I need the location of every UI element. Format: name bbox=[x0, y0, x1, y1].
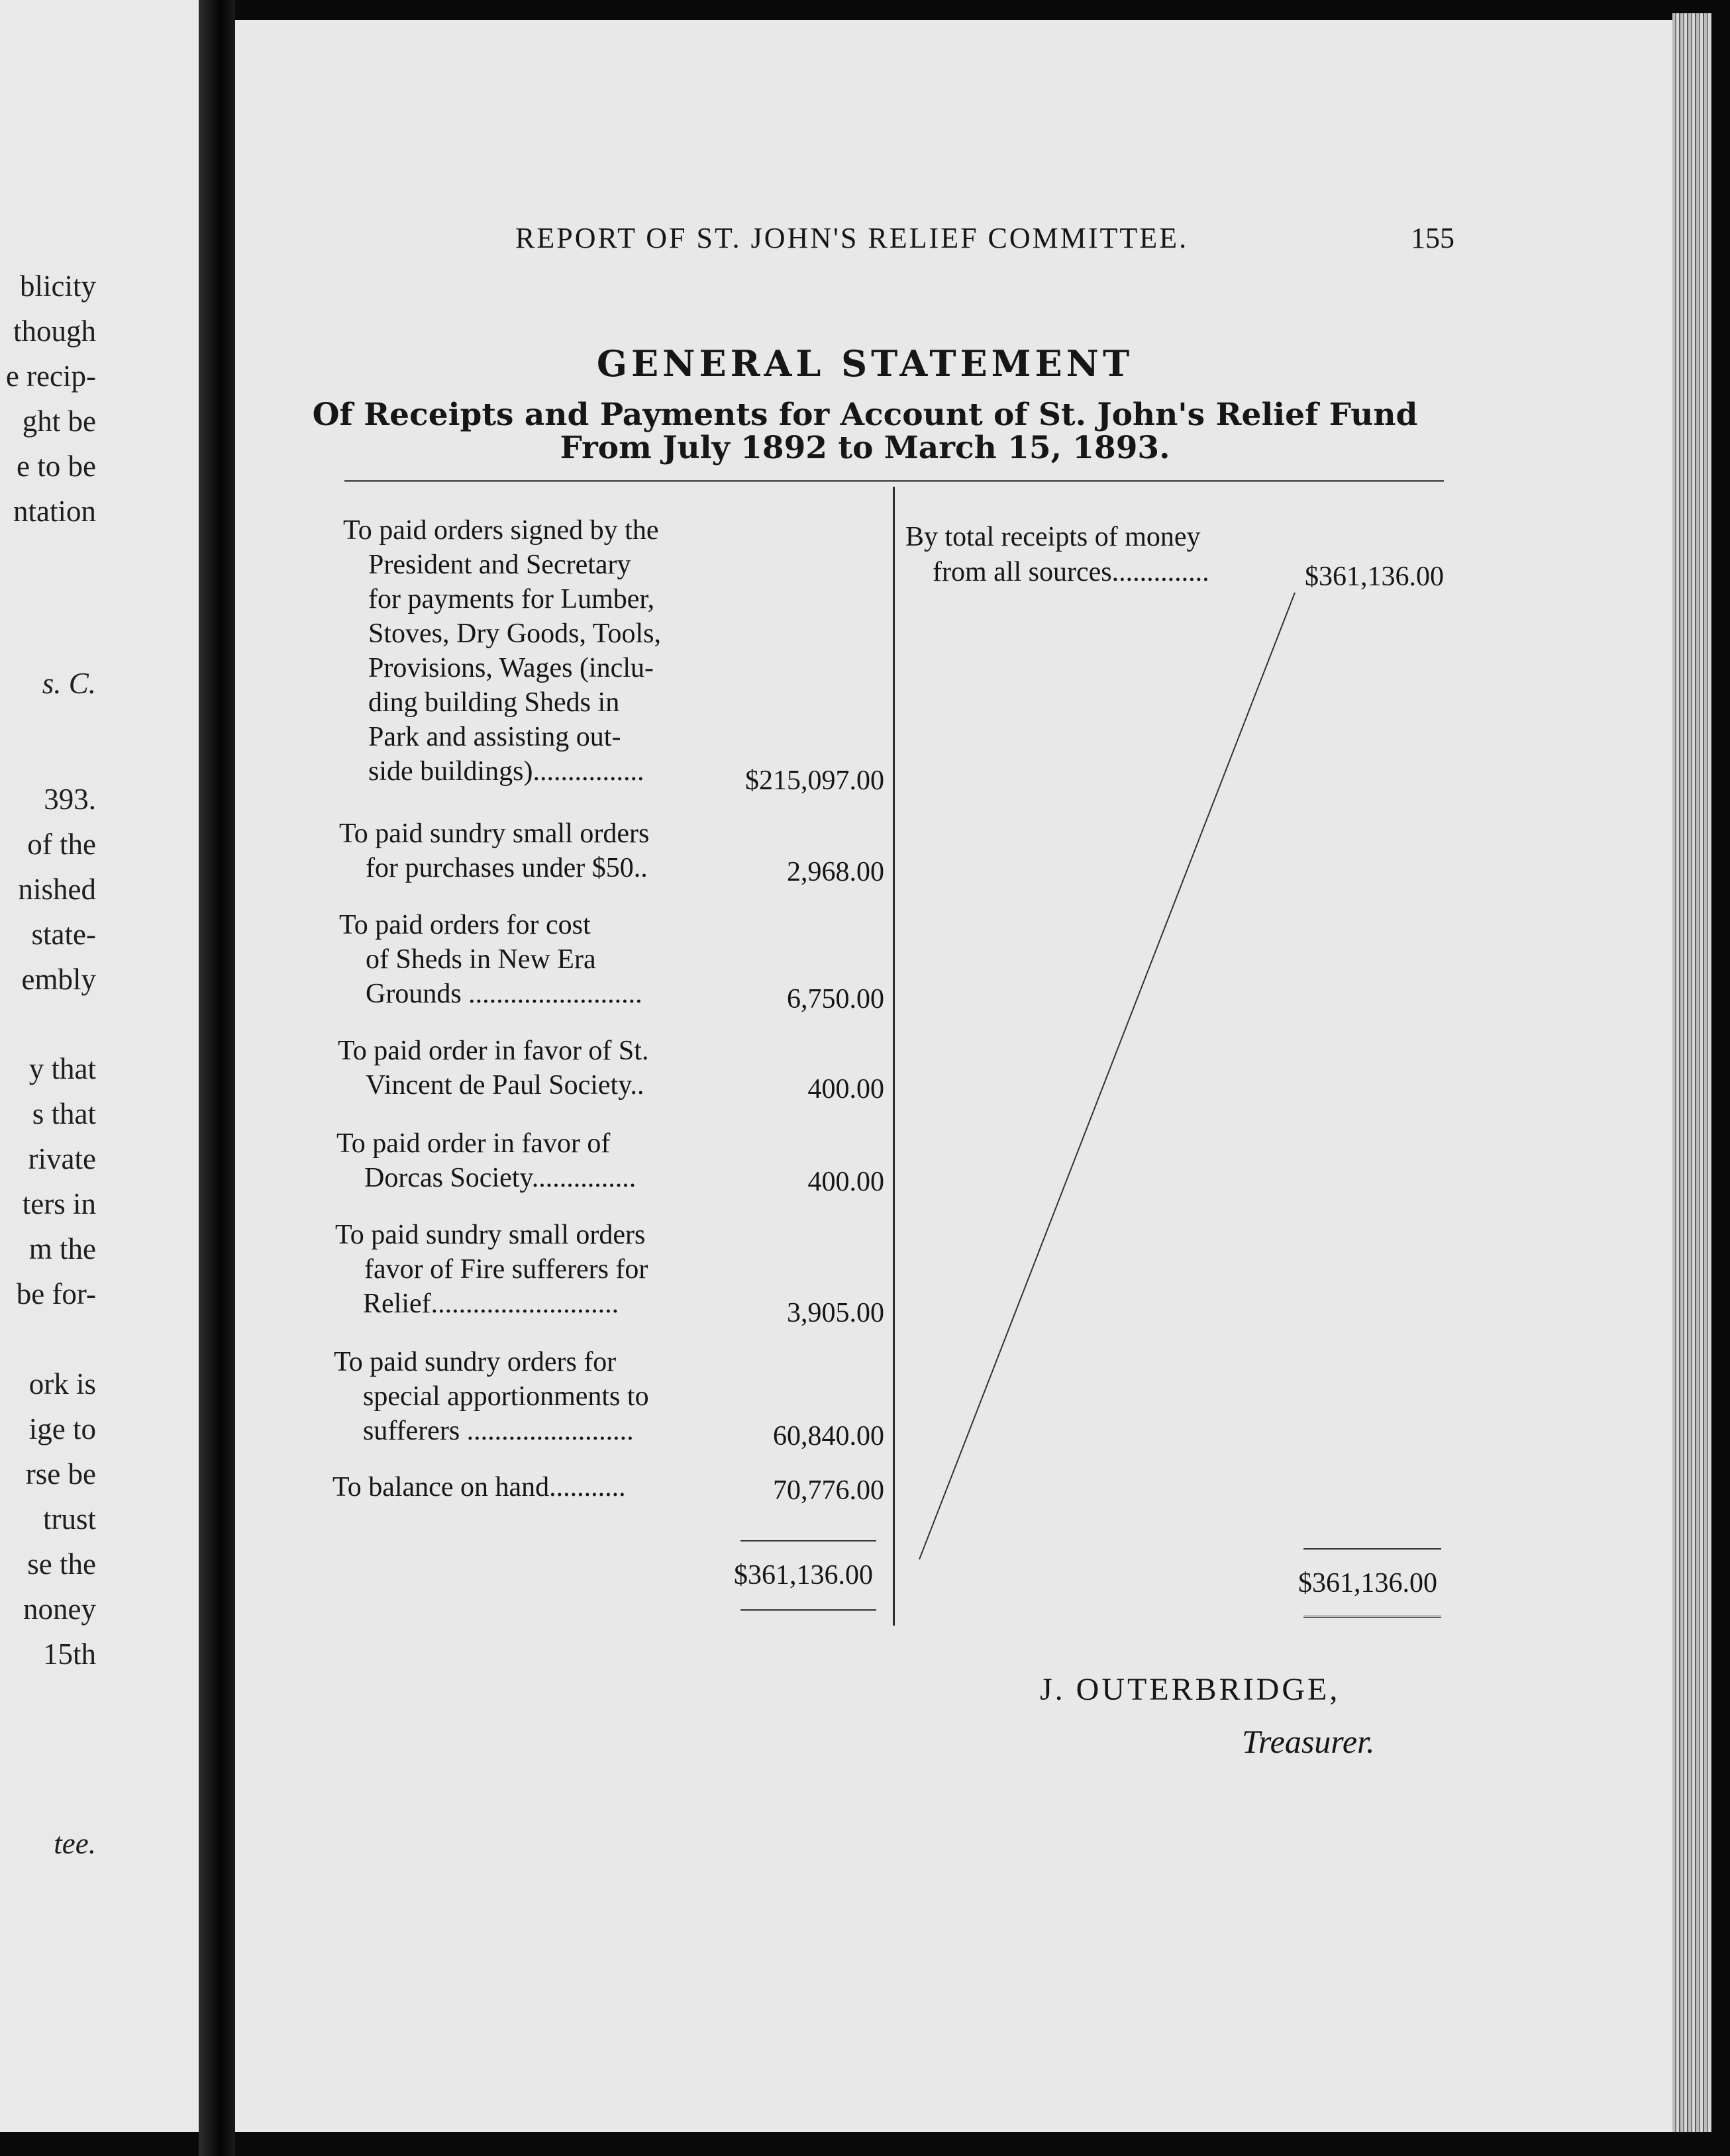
entry-amount: 70,776.00 bbox=[773, 1475, 884, 1506]
entry-amount: $215,097.00 bbox=[745, 765, 884, 796]
facing-page-text: e to be bbox=[17, 450, 96, 483]
total-rule bbox=[1303, 1548, 1441, 1550]
facing-page-text: ters in bbox=[22, 1187, 96, 1220]
page-edge bbox=[1672, 13, 1712, 2132]
facing-page-text: y that bbox=[28, 1052, 96, 1085]
entry-line: Stoves, Dry Goods, Tools, bbox=[368, 618, 661, 649]
payment-entry bbox=[331, 515, 884, 796]
entry-line: ding building Sheds in bbox=[368, 687, 620, 718]
entry-line: To paid sundry small orders bbox=[335, 1220, 646, 1250]
entry-amount: 3,905.00 bbox=[787, 1298, 884, 1328]
entry-line: Grounds ......................... bbox=[366, 979, 642, 1009]
facing-page-text: blicity bbox=[20, 270, 96, 303]
entry-line: for payments for Lumber, bbox=[368, 584, 655, 614]
entry-line: Dorcas Society............... bbox=[364, 1163, 636, 1193]
payment-entry bbox=[331, 1220, 884, 1328]
entry-line: sufferers ........................ bbox=[363, 1416, 634, 1446]
facing-page-text: ght be bbox=[22, 405, 96, 438]
total-rule bbox=[740, 1609, 876, 1611]
book-gutter bbox=[199, 0, 235, 2156]
entry-line: for purchases under $50.. bbox=[366, 853, 648, 883]
total-rule bbox=[740, 1540, 876, 1542]
entry-amount: 2,968.00 bbox=[787, 857, 884, 887]
payment-entry bbox=[331, 818, 884, 893]
entry-amount: 60,840.00 bbox=[773, 1421, 884, 1451]
payment-entry bbox=[331, 1347, 884, 1454]
statement-date-range: From July 1892 to March 15, 1893. bbox=[560, 430, 1170, 466]
facing-page-text: s that bbox=[32, 1097, 96, 1130]
entry-line: To paid order in favor of St. bbox=[338, 1036, 649, 1066]
facing-page-text: 393. bbox=[44, 783, 96, 816]
facing-page-text: s. C. bbox=[42, 667, 96, 700]
receipt-line: By total receipts of money bbox=[905, 522, 1201, 552]
facing-page-text: tee. bbox=[54, 1827, 96, 1860]
facing-page-text: state- bbox=[31, 918, 96, 951]
receipts-total: $361,136.00 bbox=[1298, 1568, 1437, 1598]
payment-entry bbox=[331, 1128, 884, 1202]
entry-line: To paid sundry small orders bbox=[339, 818, 650, 849]
facing-page bbox=[0, 0, 199, 2132]
entry-amount: 6,750.00 bbox=[787, 984, 884, 1014]
facing-page-text: e recip- bbox=[5, 360, 96, 393]
facing-page-text: though bbox=[13, 315, 96, 348]
facing-page-text: be for- bbox=[16, 1277, 96, 1310]
payments-total: $361,136.00 bbox=[734, 1560, 873, 1591]
facing-page-text: of the bbox=[27, 828, 96, 861]
receipt-line: from all sources.............. bbox=[933, 557, 1209, 587]
facing-page-text: rse be bbox=[25, 1457, 96, 1491]
signature-name: J. OUTERBRIDGE, bbox=[1040, 1672, 1341, 1707]
facing-page-text: se the bbox=[27, 1547, 96, 1581]
payment-entry bbox=[331, 910, 884, 1017]
facing-page-text: ntation bbox=[13, 495, 96, 528]
payment-entry bbox=[331, 1472, 884, 1513]
entry-line: Provisions, Wages (inclu- bbox=[368, 653, 654, 683]
top-rule bbox=[344, 480, 1444, 482]
facing-page-text: noney bbox=[23, 1592, 96, 1626]
running-head: REPORT OF ST. JOHN'S RELIEF COMMITTEE. bbox=[515, 222, 1189, 254]
entry-amount: 400.00 bbox=[807, 1074, 884, 1104]
signature-title: Treasurer. bbox=[1242, 1723, 1375, 1760]
entry-line: To paid orders for cost bbox=[339, 910, 591, 940]
entry-line: President and Secretary bbox=[368, 550, 631, 580]
entry-line: Vincent de Paul Society.. bbox=[366, 1070, 644, 1101]
entry-line: To paid order in favor of bbox=[336, 1128, 611, 1159]
facing-page-text: rivate bbox=[28, 1142, 96, 1175]
entry-line: To paid orders signed by the bbox=[343, 515, 659, 546]
entry-line: Relief........................... bbox=[363, 1289, 619, 1319]
facing-page-text: 15th bbox=[42, 1638, 96, 1671]
facing-page-text: ige to bbox=[28, 1412, 96, 1446]
page-number: 155 bbox=[1411, 222, 1454, 254]
entry-amount: 400.00 bbox=[807, 1167, 884, 1197]
entry-line: of Sheds in New Era bbox=[366, 944, 596, 975]
entry-line: To balance on hand........... bbox=[332, 1472, 626, 1502]
statement-subtitle: Of Receipts and Payments for Account of St. John's Relief Fund bbox=[312, 397, 1418, 433]
statement-title: GENERAL STATEMENT bbox=[596, 342, 1134, 385]
entry-line: special apportionments to bbox=[363, 1381, 649, 1412]
entry-line: To paid sundry orders for bbox=[334, 1347, 617, 1377]
column-divider bbox=[893, 487, 895, 1626]
receipt-amount: $361,136.00 bbox=[1305, 562, 1444, 592]
payment-entry bbox=[331, 1036, 884, 1110]
total-rule bbox=[1303, 1616, 1441, 1618]
entry-line: side buildings)................ bbox=[368, 756, 644, 787]
facing-page-text: trust bbox=[42, 1502, 96, 1536]
facing-page-text: embly bbox=[21, 963, 96, 996]
facing-page-text: m the bbox=[28, 1232, 96, 1265]
facing-page-text: ork is bbox=[28, 1367, 96, 1400]
entry-line: Park and assisting out- bbox=[368, 722, 621, 752]
facing-page-text: nished bbox=[18, 873, 96, 906]
entry-line: favor of Fire sufferers for bbox=[364, 1254, 648, 1285]
